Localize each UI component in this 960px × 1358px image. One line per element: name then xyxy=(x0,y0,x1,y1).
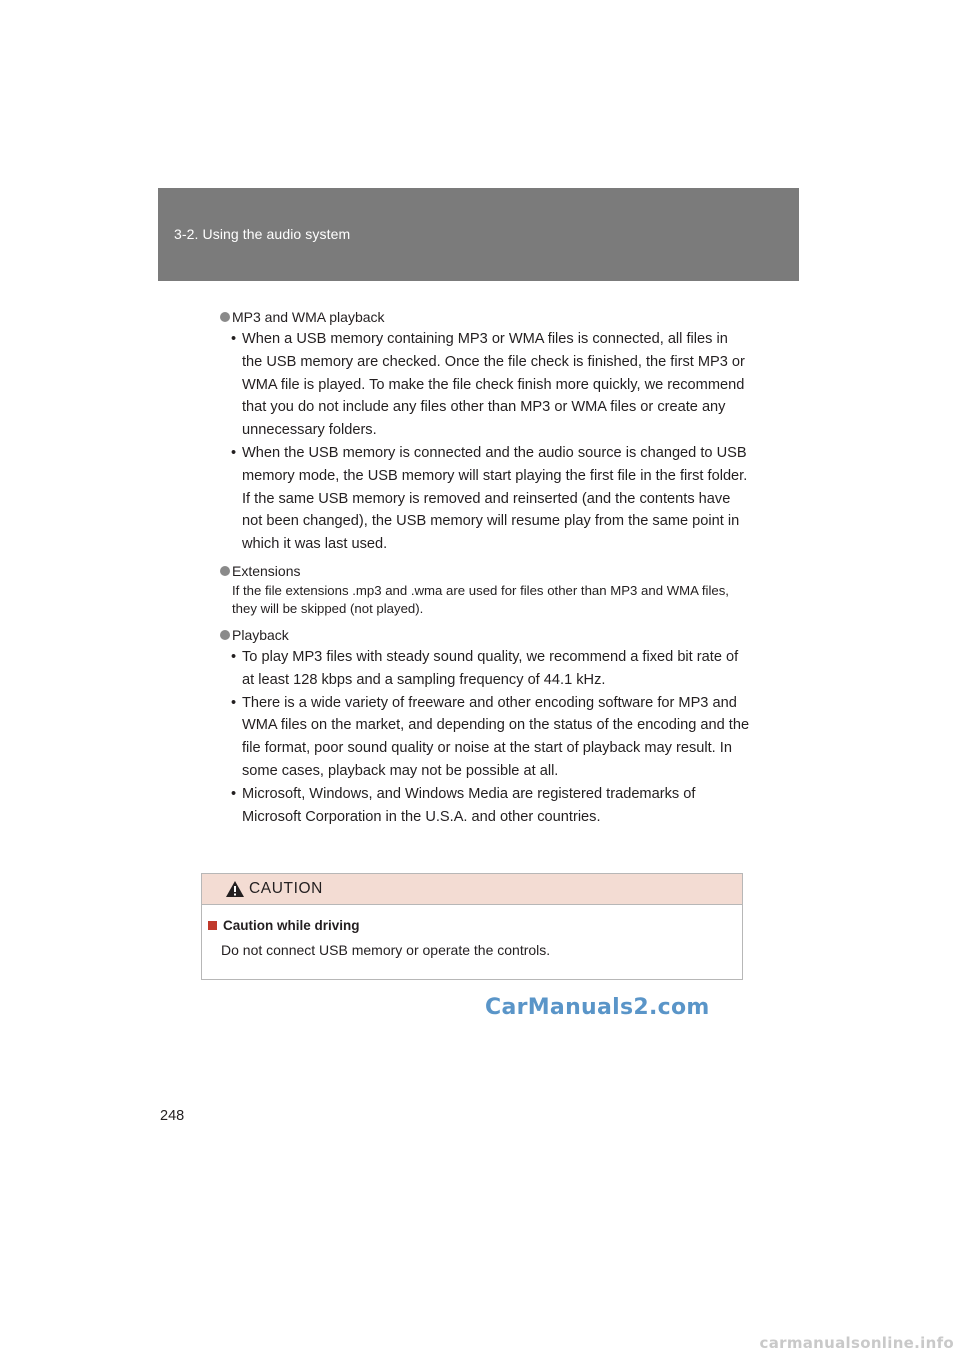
list-item: • When a USB memory containing MP3 or WMA files is connected, all files in the USB memory are checked. Once the file check is finished, the first MP3 or WMA file is played. To make the file check finish more quickly, we recommend that you do not include any files other than MP3 or WMA files or create any unnecessary folders. xyxy=(220,328,750,442)
caution-title: CAUTION xyxy=(249,880,323,897)
caution-subheading: Caution while driving xyxy=(208,918,360,933)
bullet-mark: • xyxy=(231,648,237,665)
section-heading: MP3 and WMA playback xyxy=(220,306,750,328)
list-item: • When the USB memory is connected and the audio source is changed to USB memory mode, the USB memory will start playing the first file in the first folder. If the same USB memory is removed and reinserted (and the contents have not been changed), the USB memory will resume play from the same point in which it was last used. xyxy=(220,442,750,556)
bullet-mark: • xyxy=(231,331,237,347)
warning-triangle-icon xyxy=(225,880,245,898)
footer-watermark: carmanualsonline.info xyxy=(759,1334,954,1352)
page-content xyxy=(220,306,750,832)
section-heading: Playback xyxy=(220,624,750,646)
section-extensions xyxy=(220,560,750,618)
section-mp3-wma-playback xyxy=(220,306,750,556)
list-item: • Microsoft, Windows, and Windows Media are registered trademarks of Microsoft Corporation in the U.S.A. and other countries. xyxy=(220,783,750,829)
list-item: • To play MP3 files with steady sound quality, we recommend a fixed bit rate of at least 128 kbps and a sampling frequency of 44.1 kHz. xyxy=(220,646,750,692)
chapter-header-band xyxy=(158,188,799,281)
section-text: If the file extensions .mp3 and .wma are used for files other than MP3 and WMA files, they will be skipped (not played). xyxy=(232,582,729,616)
section-heading: Extensions xyxy=(220,560,750,582)
watermark: CarManuals2.com xyxy=(485,995,710,1020)
bullet-mark: • xyxy=(231,694,237,711)
section-playback xyxy=(220,624,750,828)
caution-body: Do not connect USB memory or operate the controls. xyxy=(221,942,551,958)
bullet-dot-icon xyxy=(220,630,230,640)
caution-header xyxy=(202,874,742,905)
caution-box xyxy=(201,873,743,980)
bullet-mark: • xyxy=(231,444,237,461)
bullet-dot-icon xyxy=(220,566,230,576)
list-item: • There is a wide variety of freeware and other encoding software for MP3 and WMA files on the market, and depending on the status of the encoding and the file format, poor sound quality or noise at the start of playback may result. In some cases, playback may not be possible at all. xyxy=(220,692,750,783)
page-number: 248 xyxy=(160,1108,185,1124)
bullet-mark: • xyxy=(231,785,237,802)
chapter-title: 3-2. Using the audio system xyxy=(174,226,351,242)
square-marker-icon xyxy=(208,921,217,930)
bullet-dot-icon xyxy=(220,312,230,322)
